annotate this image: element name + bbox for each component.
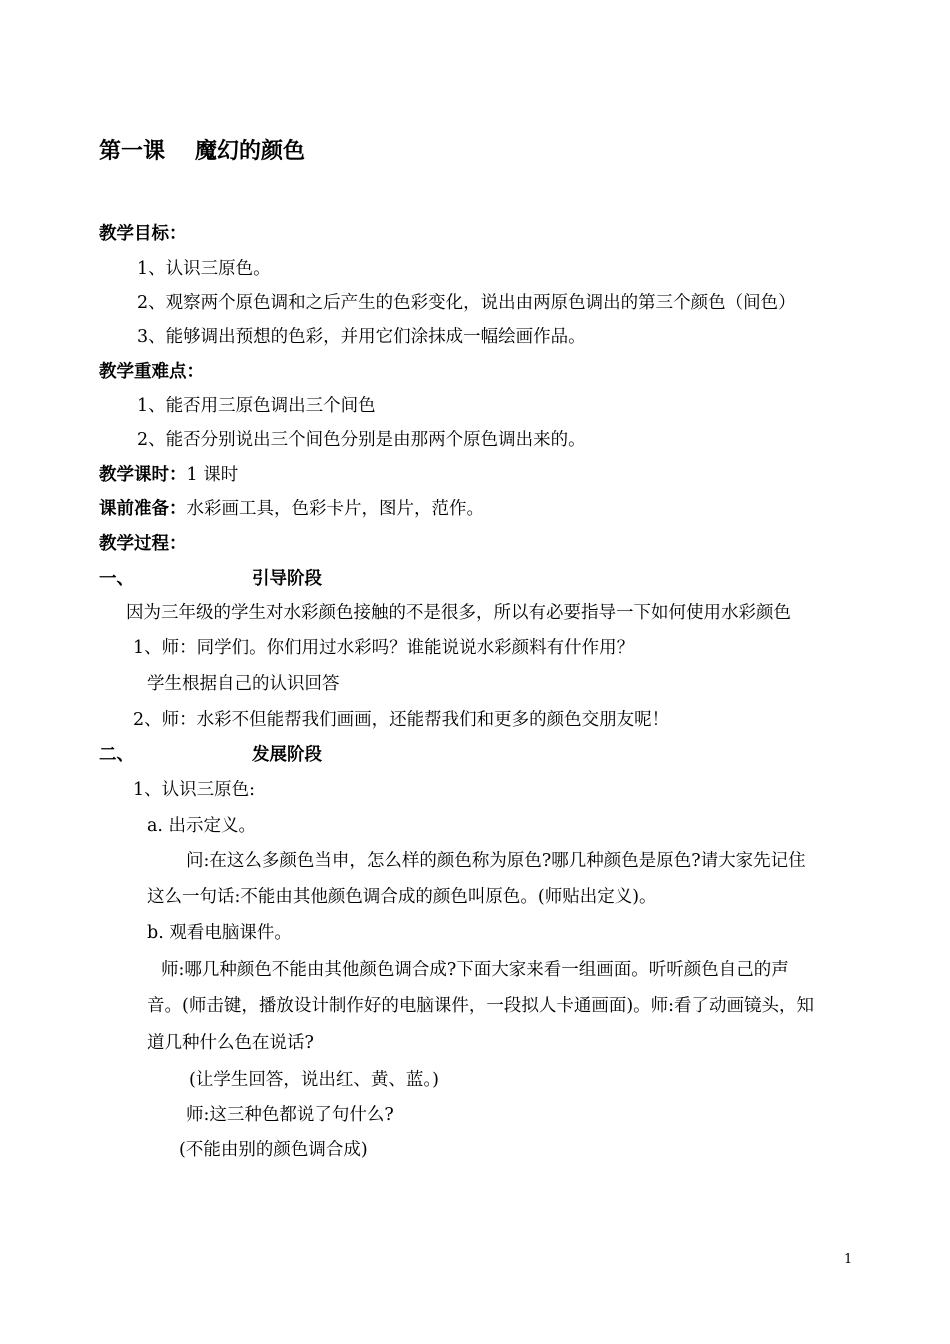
preparation-label: 课前准备： [99,499,187,519]
hours-label: 教学课时： [99,465,187,485]
stage2-number: 二、 [99,745,134,765]
stage2-line: (不能由别的颜色调合成) [179,1140,368,1160]
objective-item: 3、能够调出预想的色彩，并用它们涂抹成一幅绘画作品。 [137,327,586,347]
page-number: 1 [844,1252,853,1267]
lesson-number: 第一课 [99,138,166,164]
preparation-value: 水彩画工具，色彩卡片，图片，范作。 [186,499,484,519]
page-title [99,136,305,166]
key-point-item: 2、能否分别说出三个间色分别是由那两个原色调出来的。 [137,430,586,450]
stage2-line: 问:在这么多颜色当申，怎么样的颜色称为原色?哪几种颜色是原色?请大家先记住 [186,851,806,871]
stage2-line: 师:哪几种颜色不能由其他颜色调合成?下面大家来看一组画面。听听颜色自己的声 [161,960,789,980]
stage2-line: (让学生回答，说出红、黄、蓝。) [189,1070,439,1090]
stage2-line: 师:这三种色都说了句什么? [186,1105,394,1125]
stage1-line: 1、师：同学们。你们用过水彩吗？谁能说说水彩颜料有什作用？ [133,638,635,658]
lesson-name: 魔幻的颜色 [195,138,306,164]
stage2-line: 音。(师击键，播放设计制作好的电脑课件，一段拟人卡通画面)。师:看了动画镜头，知 [147,996,815,1016]
key-point-item: 1、能否用三原色调出三个间色 [137,396,376,416]
objectives-heading: 教学目标： [99,224,187,244]
stage2-line: 这么一句话:不能由其他颜色调合成的颜色叫原色。(师贴出定义)。 [147,887,657,907]
process-heading: 教学过程： [99,534,187,554]
stage2-line: 道几种什么色在说话? [147,1033,314,1053]
hours-line [99,463,238,487]
stage1-line: 2、师：水彩不但能帮我们画画，还能帮我们和更多的颜色交朋友呢！ [133,710,670,730]
key-points-heading: 教学重难点： [99,362,204,382]
stage2-name: 发展阶段 [252,745,322,765]
stage1-line: 学生根据自己的认识回答 [147,674,340,694]
stage1-line: 因为三年级的学生对水彩颜色接触的不是很多，所以有必要指导一下如何使用水彩颜色 [126,603,791,623]
objective-item: 1、认识三原色。 [137,259,271,279]
stage2-line: a. 出示定义。 [147,816,257,836]
objective-item: 2、观察两个原色调和之后产生的色彩变化，说出由两原色调出的第三个颜色（间色） [137,293,796,313]
hours-value: 1 课时 [186,465,239,485]
stage2-line: 1、认识三原色: [133,780,256,800]
stage2-line: b. 观看电脑课件。 [147,923,292,943]
preparation-line [99,497,484,521]
stage1-number: 一、 [99,569,134,589]
stage1-name: 引导阶段 [252,569,322,589]
